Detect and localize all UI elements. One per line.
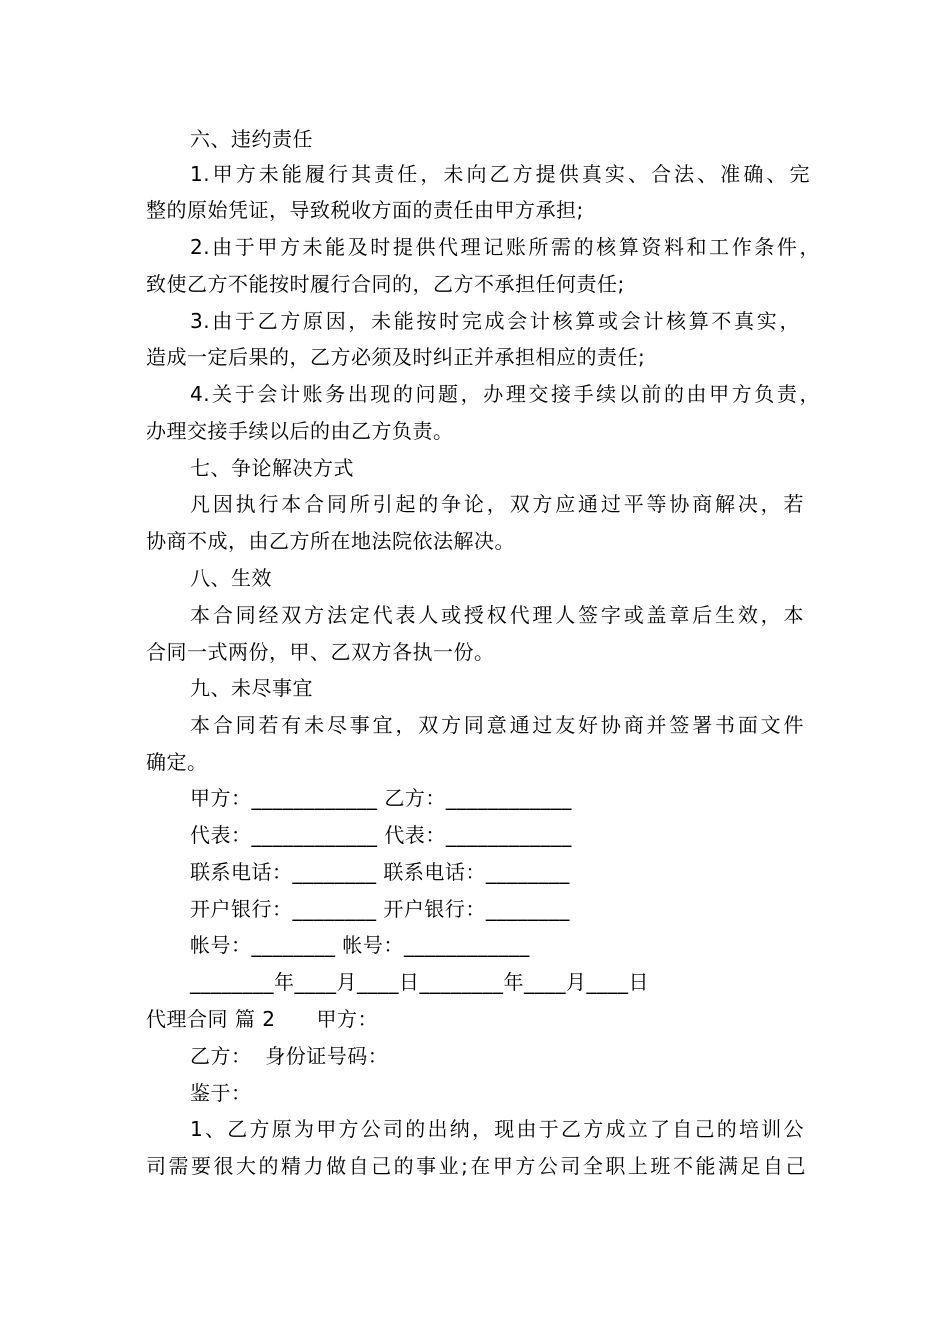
effect-body-line-2: 合同一式两份，甲、乙双方各执一份。 [146, 640, 495, 664]
contract2-title: 代理合同 篇 2 甲方： [146, 1007, 378, 1031]
dispute-body-line-2: 协商不成，由乙方所在地法院依法解决。 [146, 529, 515, 553]
signature-representative-row: 代表：____________ 代表：____________ [190, 823, 572, 847]
signature-account-row: 帐号：________ 帐号：____________ [190, 933, 530, 957]
matters-body-line-2: 确定。 [146, 750, 208, 774]
breach-item-1-line-1: 1.甲方未能履行其责任，未向乙方提供真实、合法、准确、完 [190, 162, 810, 186]
breach-item-3-line-2: 造成一定后果的，乙方必须及时纠正并承担相应的责任; [146, 345, 646, 369]
section-heading-breach: 六、违约责任 [190, 127, 313, 151]
section-heading-dispute: 七、争论解决方式 [190, 456, 354, 480]
breach-item-4-line-1: 4.关于会计账务出现的问题，办理交接手续以前的由甲方负责， [190, 382, 820, 406]
signature-date-row: ________年____月____日________年____月____日 [190, 970, 649, 994]
signature-bank-row: 开户银行：________ 开户银行：________ [190, 897, 570, 921]
breach-item-4-line-2: 办理交接手续以后的由乙方负责。 [146, 419, 454, 443]
contract2-item-1-line-1: 1、乙方原为甲方公司的出纳，现由于乙方成立了自己的培训公 [190, 1117, 804, 1141]
breach-item-2-line-2: 致使乙方不能按时履行合同的，乙方不承担任何责任; [146, 272, 625, 296]
signature-party-row: 甲方：____________ 乙方：____________ [190, 786, 572, 810]
section-heading-effect: 八、生效 [190, 566, 272, 590]
breach-item-2-line-1: 2.由于甲方未能及时提供代理记账所需的核算资料和工作条件， [190, 235, 820, 259]
dispute-body-line-1: 凡因执行本合同所引起的争论，双方应通过平等协商解决，若 [190, 492, 804, 516]
matters-body-line-1: 本合同若有未尽事宜，双方同意通过友好协商并签署书面文件 [190, 713, 804, 737]
section-heading-matters: 九、未尽事宜 [190, 676, 313, 700]
contract2-whereas: 鉴于： [190, 1081, 252, 1105]
contract2-item-1-line-2: 司需要很大的精力做自己的事业;在甲方公司全职上班不能满足自己 [146, 1154, 806, 1178]
contract2-party-b: 乙方： 身份证号码： [190, 1044, 389, 1068]
breach-item-1-line-2: 整的原始凭证，导致税收方面的责任由甲方承担; [146, 198, 584, 222]
effect-body-line-1: 本合同经双方法定代表人或授权代理人签字或盖章后生效，本 [190, 603, 804, 627]
signature-phone-row: 联系电话：________ 联系电话：________ [190, 860, 570, 884]
breach-item-3-line-1: 3.由于乙方原因，未能按时完成会计核算或会计核算不真实， [190, 309, 800, 333]
